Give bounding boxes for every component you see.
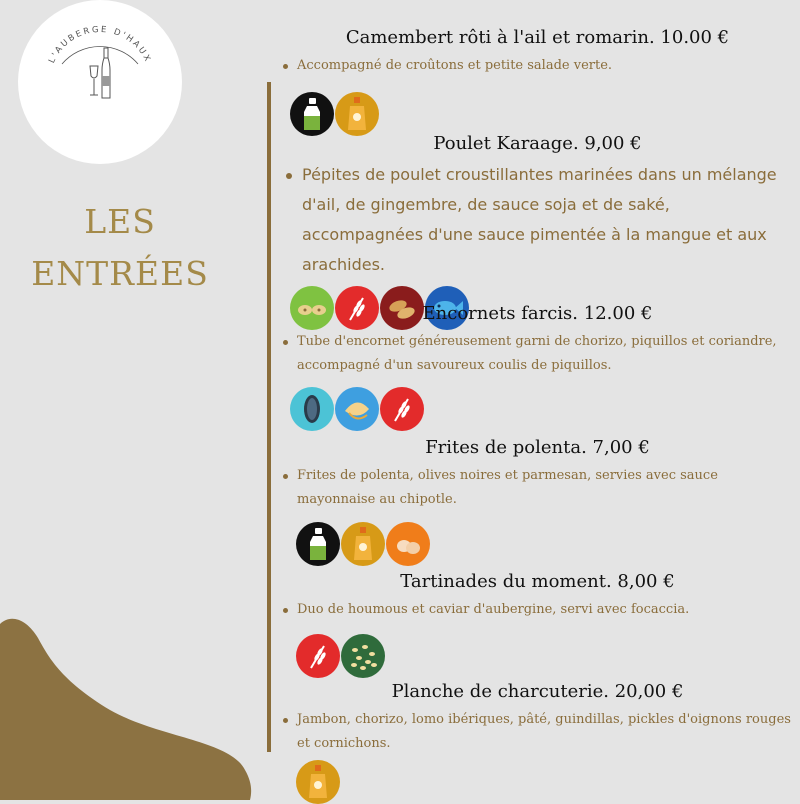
section-title-line1: LES: [84, 202, 156, 241]
svg-text:L'AUBERGE D'HAUX: [47, 25, 153, 65]
item-title: Tartinades du moment. 8,00 €: [400, 571, 675, 592]
crustacean-icon: [335, 387, 379, 431]
item-title: Frites de polenta. 7,00 €: [425, 437, 650, 458]
menu-item: [280, 302, 795, 431]
mustard-icon: [341, 522, 385, 566]
restaurant-logo: [18, 0, 182, 164]
item-title: Poulet Karaage. 9,00 €: [433, 133, 642, 154]
gluten-wheat-icon: [380, 387, 424, 431]
section-title: [30, 196, 210, 300]
section-title-line2: ENTRÉES: [31, 254, 209, 293]
milk-bottle-icon: [290, 92, 334, 136]
item-description: Pépites de poulet croustillantes marinées dans un mélange d'ail, de gingembre, de sauce soja et de saké, accompagnées d'une sauce pimentée à la mangue et aux arachides.: [280, 160, 795, 280]
vertical-divider: [267, 82, 271, 752]
item-description: Jambon, chorizo, lomo ibériques, pâté, guindillas, pickles d'oignons rouges et cornichons.: [280, 708, 795, 756]
menu-item: [280, 132, 795, 330]
decorative-blob: [0, 610, 260, 800]
mustard-icon: [335, 92, 379, 136]
item-title: Camembert rôti à l'ail et romarin. 10.00 €: [345, 27, 730, 48]
item-description: Tube d'encornet généreusement garni de chorizo, piquillos et coriandre, accompagné d'un savoureux coulis de piquillos.: [280, 330, 795, 378]
menu-item: [280, 436, 795, 566]
item-description: Frites de polenta, olives noires et parmesan, servies avec sauce mayonnaise au chipotle.: [280, 464, 795, 512]
item-title: Planche de charcuterie. 20,00 €: [391, 681, 684, 702]
gluten-wheat-icon: [296, 634, 340, 678]
milk-bottle-icon: [296, 522, 340, 566]
item-description: Accompagné de croûtons et petite salade verte.: [280, 54, 795, 78]
item-description: Duo de houmous et caviar d'aubergine, servi avec focaccia.: [280, 598, 795, 622]
mustard-icon: [296, 760, 340, 804]
menu-item: [280, 26, 795, 136]
menu-item: [280, 680, 795, 804]
menu-item: [280, 570, 795, 678]
wine-bottle-glass-icon: [90, 48, 110, 98]
mollusc-icon: [290, 387, 334, 431]
sesame-icon: [341, 634, 385, 678]
item-title: Encornets farcis. 12.00 €: [422, 303, 653, 324]
logo-text: L'AUBERGE D'HAUX: [47, 24, 153, 65]
egg-icon: [386, 522, 430, 566]
